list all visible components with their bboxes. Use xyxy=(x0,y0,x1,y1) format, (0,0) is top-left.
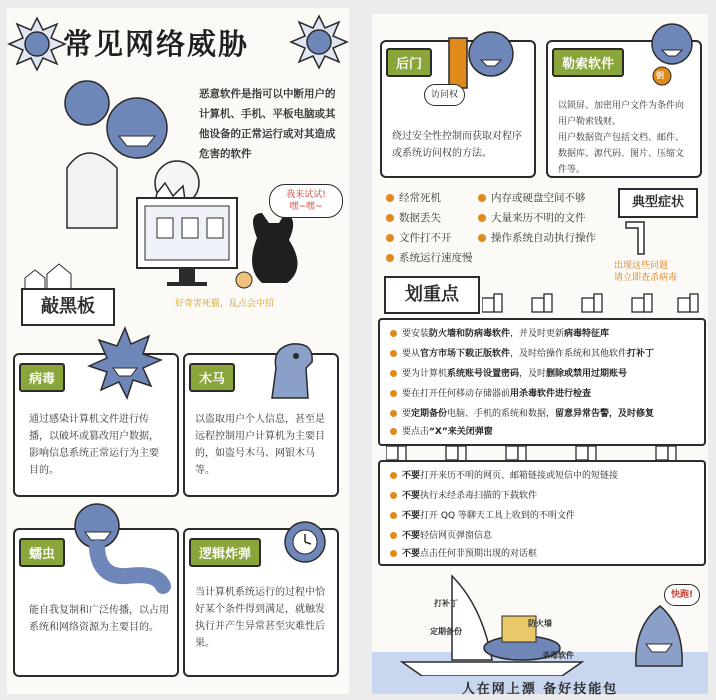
symptom-item xyxy=(386,210,441,225)
dont-item xyxy=(390,546,537,559)
do-highlight: 用杀毒软件进行检查 xyxy=(510,389,592,399)
worm-description: 能自我复制和广泛传播，以占用系统和网络资源为主要目的。 xyxy=(29,605,169,633)
do-text: ，并及时更新 xyxy=(510,329,565,339)
symptom-text: 系统运行速度慢 xyxy=(399,252,473,264)
symptom-item xyxy=(478,210,586,225)
bullet-dot-icon xyxy=(390,350,397,357)
do-item xyxy=(390,406,654,419)
key-points-label: 划重点 xyxy=(405,284,459,305)
symptom-text: 数据丢失 xyxy=(399,212,441,224)
left-panel xyxy=(7,8,349,694)
symptoms-list xyxy=(380,184,616,262)
symptoms-title-banner xyxy=(618,188,698,218)
do-highlight: 留意异常告警，及时修复 xyxy=(555,409,655,419)
tag-backdoor: 后门 xyxy=(386,48,432,77)
do-highlight: 病毒特征库 xyxy=(564,329,610,339)
dragon-monster-icon xyxy=(67,153,117,228)
dont-highlight: 不要 xyxy=(402,471,421,481)
symptom-text: 经常死机 xyxy=(399,192,441,204)
bullet-dot-icon xyxy=(390,550,397,557)
dont-highlight: 不要 xyxy=(402,511,421,521)
backdoor-description: 绕过安全性控制而获取对程序或系统访问权的方法。 xyxy=(392,131,522,159)
thumbs-up-icon xyxy=(632,298,644,312)
dont-item xyxy=(390,468,618,481)
cat-speech-line-1: 我来试试! xyxy=(286,190,326,200)
dont-highlight: 不要 xyxy=(402,531,421,541)
dont-highlight: 不要 xyxy=(402,491,421,501)
trojan-horse-icon xyxy=(262,338,322,402)
tag-virus: 病毒 xyxy=(19,363,65,392)
key-badge: 钥 xyxy=(656,71,664,80)
knock-board-banner xyxy=(21,288,115,326)
symptom-item xyxy=(386,230,452,245)
symptom-text: 内存或硬盘空间不够 xyxy=(491,192,586,204)
do-highlight: “X”来关闭弹窗 xyxy=(429,427,493,437)
dont-item xyxy=(390,528,492,541)
donts-list xyxy=(378,460,706,566)
symptoms-caption-1: 出现这些问题 xyxy=(614,261,669,271)
do-text: 要 xyxy=(402,409,412,419)
malware-definition: 恶意软件是指可以中断用户的计算机、手机、平板电脑或其他设备的正常运行或对其造成危害的软件 xyxy=(199,88,336,160)
dont-text: 打开来历不明的网页、邮箱链接或短信中的短链接 xyxy=(420,471,619,481)
bullet-dot-icon xyxy=(390,390,397,397)
dont-text: 点击任何非预期出现的对话框 xyxy=(420,549,538,559)
dos-list xyxy=(378,318,706,446)
do-text: 要在打开任何移动存储器前 xyxy=(402,389,511,399)
do-text: 要安装 xyxy=(402,329,430,339)
knock-board-label: 敲黑板 xyxy=(41,296,95,317)
do-item xyxy=(390,326,609,339)
do-highlight: 官方市场下载正版软件 xyxy=(420,349,511,359)
dont-item xyxy=(390,508,575,521)
cat-speech-line-2: 嘿~嘿~ xyxy=(289,202,323,212)
do-text: ，及时给操作系统和其他软件 xyxy=(510,349,628,359)
symptom-text: 操作系统自动执行操作 xyxy=(491,232,596,244)
do-item xyxy=(390,386,591,399)
bullet-dot-icon xyxy=(386,194,394,202)
thumbs-up-icon xyxy=(678,298,690,312)
do-highlight: 系统账号设置密码 xyxy=(447,369,520,379)
patch-label: 打补丁 xyxy=(434,599,458,608)
bullet-dot-icon xyxy=(390,428,397,435)
bullet-dot-icon xyxy=(390,472,397,479)
tag-ransomware: 勒索软件 xyxy=(552,48,624,77)
do-highlight: 防火墙和防病毒软件 xyxy=(429,329,511,339)
bullet-dot-icon xyxy=(478,214,486,222)
page-title: 常见网络威胁 xyxy=(63,27,250,61)
illustration-caption: 好奇害死猫，乱点会中招 xyxy=(175,299,275,309)
thumbs-down-icon xyxy=(446,446,458,460)
thumbs-up-icon xyxy=(582,298,594,312)
do-text: 要从 xyxy=(402,349,421,359)
do-highlight: 打补丁 xyxy=(627,349,655,359)
symptoms-caption-2: 请立即查杀病毒 xyxy=(614,273,678,283)
thumbs-up-icon xyxy=(482,298,494,312)
bullet-dot-icon xyxy=(390,370,397,377)
dont-text: 打开 QQ 等聊天工具上收到的不明文件 xyxy=(420,511,575,521)
trojan-description: 以盗取用户个人信息，甚至是远程控制用户计算机为主要目的，如盗号木马、网银木马等。 xyxy=(195,414,325,476)
virus-starburst-icon xyxy=(87,326,163,402)
black-cat-icon xyxy=(252,213,297,283)
ransomware-description-2: 用户数据资产包括文档、邮件、数据库、源代码、图片、压缩文件等。 xyxy=(558,133,685,175)
do-text: 电脑、手机的系统和数据， xyxy=(447,409,556,419)
bullet-dot-icon xyxy=(478,234,486,242)
do-highlight: 定期备份 xyxy=(411,409,448,419)
dont-text: 轻信网页弹窗信息 xyxy=(420,531,493,541)
bullet-dot-icon xyxy=(478,194,486,202)
dont-item xyxy=(390,488,537,501)
symptom-text: 大量来历不明的文件 xyxy=(491,212,586,224)
footer-slogan: 人在网上漂 备好技能包 xyxy=(461,682,619,697)
do-text: 要点击 xyxy=(402,427,430,437)
do-text: 要为计算机 xyxy=(402,369,448,379)
do-item xyxy=(390,366,627,379)
access-badge: 访问权 xyxy=(424,84,465,106)
antivirus-label: 杀毒软件 xyxy=(542,651,574,660)
bullet-dot-icon xyxy=(386,234,394,242)
backup-label: 定期备份 xyxy=(430,627,462,636)
clock-bomb-icon xyxy=(279,514,331,566)
ransomware-description-1: 以锁屏、加密用户文件为条件向用户勒索钱财。 xyxy=(558,101,685,127)
cat-speech-bubble xyxy=(269,184,343,218)
bullet-dot-icon xyxy=(390,512,397,519)
do-text: ，及时 xyxy=(519,369,547,379)
boat-icon xyxy=(402,662,582,676)
dont-highlight: 不要 xyxy=(402,549,421,559)
do-item xyxy=(390,424,493,437)
thumbs-down-icon xyxy=(506,446,518,460)
thumbs-down-icon xyxy=(656,446,668,460)
right-panel xyxy=(372,14,708,697)
virus-monster-icon xyxy=(65,81,109,125)
thumbs-down-icon xyxy=(386,446,398,460)
bullet-dot-icon xyxy=(390,492,397,499)
thumbs-down-icon xyxy=(576,446,588,460)
tag-logic-bomb: 逻辑炸弹 xyxy=(189,538,261,567)
do-highlight: 删除或禁用过期账号 xyxy=(546,369,628,379)
yarn-ball-icon xyxy=(236,272,252,288)
bullet-dot-icon xyxy=(390,532,397,539)
symptoms-title: 典型症状 xyxy=(631,195,684,210)
symptom-item xyxy=(386,190,441,205)
shark-icon xyxy=(636,606,682,666)
dont-text: 执行未经杀毒扫描的下载软件 xyxy=(420,491,538,501)
bullet-dot-icon xyxy=(386,214,394,222)
shark-shout-bubble: 快跑! xyxy=(664,584,700,606)
symptom-item xyxy=(478,230,596,245)
ransomware-monster-icon xyxy=(642,18,702,88)
worm-monster-icon xyxy=(67,498,177,594)
magnet-icon xyxy=(622,218,650,258)
tag-trojan: 木马 xyxy=(189,363,235,392)
symptom-text: 文件打不开 xyxy=(399,232,452,244)
symptom-item xyxy=(478,190,586,205)
bullet-dot-icon xyxy=(390,330,397,337)
bullet-dot-icon xyxy=(390,410,397,417)
thumbs-up-icon xyxy=(532,298,544,312)
do-item xyxy=(390,346,654,359)
symptom-item xyxy=(386,250,473,265)
logic-bomb-description: 当计算机系统运行的过程中恰好某个条件得到满足，就触发执行并产生异常甚至灾难性后果。 xyxy=(195,587,325,649)
virus-description: 通过感染计算机文件进行传播，以破坏或篡改用户数据，影响信息系统正常运行为主要目的。 xyxy=(29,414,159,476)
firewall-label: 防火墙 xyxy=(528,619,552,628)
bullet-dot-icon xyxy=(386,254,394,262)
thumbs-up-row xyxy=(482,290,702,316)
key-points-banner xyxy=(384,276,480,314)
tag-worm: 蠕虫 xyxy=(19,538,65,567)
